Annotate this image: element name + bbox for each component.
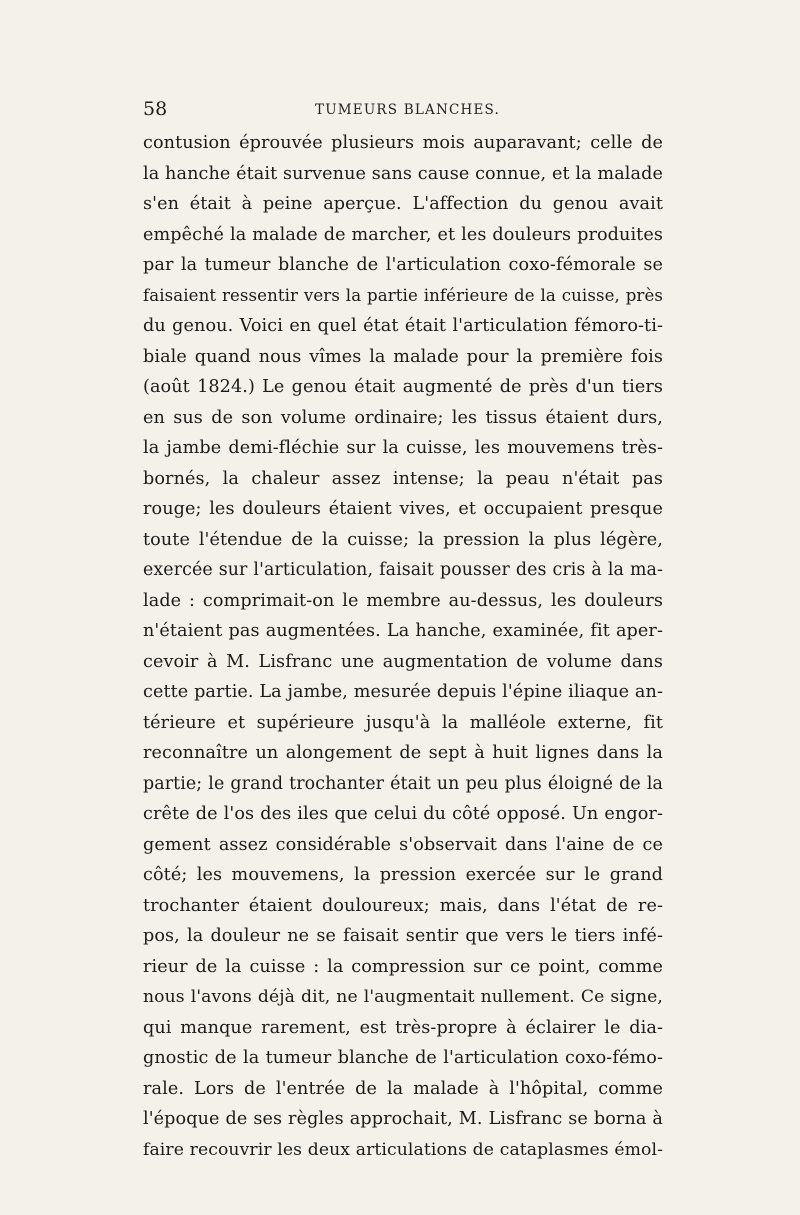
text-line: toute l'étendue de la cuisse; la pression la plus légère, (143, 529, 663, 550)
text-line: faisaient ressentir vers la partie inférieure de la cuisse, près (143, 285, 663, 305)
text-line: cette partie. La jambe, mesurée depuis l'épine iliaque an- (143, 682, 663, 702)
text-line: rouge; les douleurs étaient vives, et occupaient presque (143, 499, 663, 519)
text-line: contusion éprouvée plusieurs mois auparavant; celle de (143, 133, 663, 153)
text-line: crête de l'os des iles que celui du côté opposé. Un engor- (143, 804, 663, 824)
text-line: la hanche était survenue sans cause connue, et la malade (143, 163, 663, 184)
text-line: nous l'avons déjà dit, ne l'augmentait nullement. Ce signe, (143, 987, 663, 1007)
text-line: la jambe demi-fléchie sur la cuisse, les mouvemens très- (143, 438, 663, 458)
page-header (143, 98, 663, 128)
text-line: gement assez considérable s'observait dans l'aine de ce (143, 834, 663, 855)
text-line: gnostic de la tumeur blanche de l'articulation coxo-fémo- (143, 1048, 663, 1068)
text-line: rale. Lors de l'entrée de la malade à l'hôpital, comme (143, 1078, 663, 1099)
text-line: l'époque de ses règles approchait, M. Lisfranc se borna à (143, 1109, 663, 1129)
text-line: qui manque rarement, est très-propre à éclairer le dia- (143, 1017, 663, 1038)
text-line: en sus de son volume ordinaire; les tissus étaient durs, (143, 407, 663, 428)
page-number: 58 (143, 98, 168, 120)
text-line: faire recouvrir les deux articulations de cataplasmes émol- (143, 1139, 663, 1160)
running-title: TUMEURS BLANCHES. (315, 102, 501, 118)
text-line: partie; le grand trochanter était un peu plus éloigné de la (143, 773, 663, 794)
body-text (143, 128, 663, 1165)
text-line: lade : comprimait-on le membre au-dessus, les douleurs (143, 590, 663, 611)
text-line: reconnaître un alongement de sept à huit lignes dans la (143, 743, 663, 763)
text-line: rieur de la cuisse : la compression sur ce point, comme (143, 956, 663, 977)
text-line: biale quand nous vîmes la malade pour la première fois (143, 346, 663, 367)
text-line: trochanter étaient douloureux; mais, dans l'état de re- (143, 895, 663, 916)
text-line: côté; les mouvemens, la pression exercée sur le grand (143, 865, 663, 885)
text-line: cevoir à M. Lisfranc une augmentation de volume dans (143, 651, 663, 672)
text-line: (août 1824.) Le genou était augmenté de près d'un tiers (143, 377, 663, 397)
text-line: bornés, la chaleur assez intense; la peau n'était pas (143, 468, 663, 489)
text-line: par la tumeur blanche de l'articulation coxo-fémorale se (143, 255, 663, 275)
text-line: exercée sur l'articulation, faisait pousser des cris à la ma- (143, 560, 663, 580)
text-line: empêché la malade de marcher, et les douleurs produites (143, 224, 663, 245)
text-line: du genou. Voici en quel état était l'articulation fémoro-ti- (143, 316, 663, 336)
text-line: térieure et supérieure jusqu'à la malléole externe, fit (143, 712, 663, 733)
text-line: s'en était à peine aperçue. L'affection du genou avait (143, 194, 663, 214)
text-line: n'étaient pas augmentées. La hanche, examinée, fit aper- (143, 621, 663, 641)
text-line: pos, la douleur ne se faisait sentir que vers le tiers infé- (143, 926, 663, 946)
